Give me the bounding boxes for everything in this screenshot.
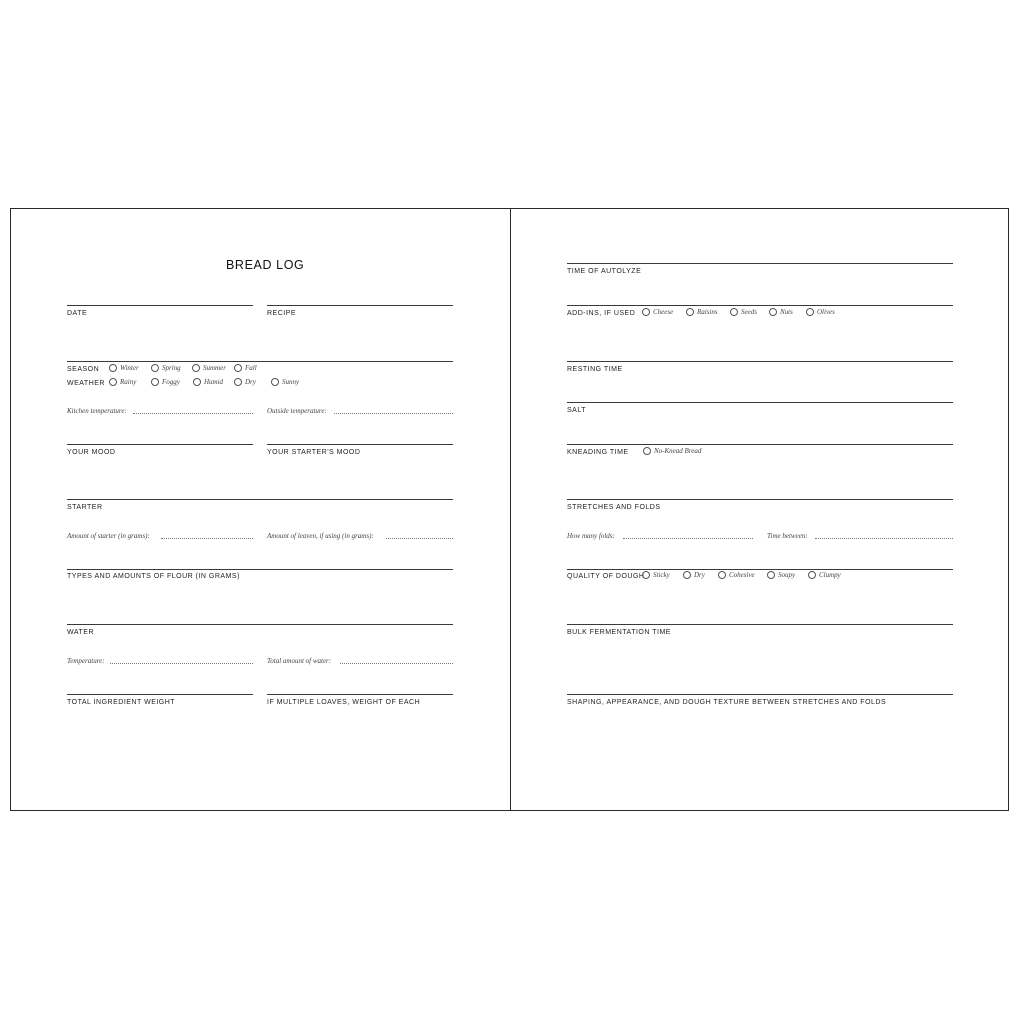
- flour-label: TYPES AND AMOUNTS OF FLOUR (IN GRAMS): [67, 573, 240, 580]
- radio-icon[interactable]: [642, 571, 650, 579]
- radio-icon[interactable]: [683, 571, 691, 579]
- autolyze-line: [567, 263, 953, 264]
- bulk-label: BULK FERMENTATION TIME: [567, 629, 671, 636]
- recipe-line: [267, 305, 453, 306]
- season-option-fall[interactable]: Fall: [234, 364, 257, 372]
- right-page: [511, 209, 1009, 810]
- radio-icon[interactable]: [234, 378, 242, 386]
- how-many-folds-label: How many folds:: [567, 532, 615, 540]
- radio-icon[interactable]: [806, 308, 814, 316]
- weather-option-sunny[interactable]: Sunny: [271, 378, 299, 386]
- season-label: SEASON: [67, 366, 100, 373]
- radio-icon[interactable]: [769, 308, 777, 316]
- amount-leaven-label: Amount of leaven, if using (in grams):: [267, 532, 374, 540]
- addins-option-cheese[interactable]: Cheese: [642, 308, 673, 316]
- outside-temp-label: Outside temperature:: [267, 407, 327, 415]
- addins-option-seeds[interactable]: Seeds: [730, 308, 757, 316]
- how-many-folds-field[interactable]: [623, 538, 753, 539]
- temperature-field[interactable]: [110, 663, 253, 664]
- quality-label: QUALITY OF DOUGH: [567, 573, 645, 580]
- weather-label: WEATHER: [67, 380, 105, 387]
- water-line: [67, 624, 453, 625]
- total-water-label: Total amount of water:: [267, 657, 332, 665]
- page-title: BREAD LOG: [226, 258, 305, 272]
- time-between-label: Time between:: [767, 532, 808, 540]
- date-label: DATE: [67, 310, 88, 317]
- season-line: [67, 361, 453, 362]
- quality-line: [567, 569, 953, 570]
- radio-icon[interactable]: [271, 378, 279, 386]
- salt-line: [567, 402, 953, 403]
- addins-label: ADD-INS, IF USED: [567, 310, 636, 317]
- autolyze-label: TIME OF AUTOLYZE: [567, 268, 642, 275]
- shaping-label: SHAPING, APPEARANCE, AND DOUGH TEXTURE BETWEEN STRETCHES AND FOLDS: [567, 699, 887, 706]
- starter-label: STARTER: [67, 504, 103, 511]
- no-knead-option[interactable]: No-Knead Bread: [643, 447, 701, 455]
- amount-starter-field[interactable]: [161, 538, 253, 539]
- resting-label: RESTING TIME: [567, 366, 623, 373]
- radio-icon[interactable]: [686, 308, 694, 316]
- kneading-label: KNEADING TIME: [567, 449, 629, 456]
- stretches-line: [567, 499, 953, 500]
- your-mood-label: YOUR MOOD: [67, 449, 116, 456]
- radio-icon[interactable]: [192, 364, 200, 372]
- multiple-loaves-label: IF MULTIPLE LOAVES, WEIGHT OF EACH: [267, 699, 421, 706]
- addins-option-nuts[interactable]: Nuts: [769, 308, 793, 316]
- radio-icon[interactable]: [718, 571, 726, 579]
- amount-starter-label: Amount of starter (in grams):: [67, 532, 150, 540]
- total-water-field[interactable]: [340, 663, 453, 664]
- season-option-winter[interactable]: Winter: [109, 364, 139, 372]
- radio-icon[interactable]: [730, 308, 738, 316]
- bread-log-spread: [10, 208, 1009, 811]
- multiple-loaves-line: [267, 694, 453, 695]
- radio-icon[interactable]: [642, 308, 650, 316]
- addins-option-olives[interactable]: Olives: [806, 308, 835, 316]
- left-page: [11, 209, 510, 810]
- outside-temp-field[interactable]: [334, 413, 453, 414]
- total-weight-line: [67, 694, 253, 695]
- radio-icon[interactable]: [193, 378, 201, 386]
- kitchen-temp-field[interactable]: [133, 413, 253, 414]
- season-option-spring[interactable]: Spring: [151, 364, 181, 372]
- water-label: WATER: [67, 629, 94, 636]
- flour-line: [67, 569, 453, 570]
- total-weight-label: TOTAL INGREDIENT WEIGHT: [67, 699, 176, 706]
- radio-icon[interactable]: [767, 571, 775, 579]
- weather-option-foggy[interactable]: Foggy: [151, 378, 180, 386]
- radio-icon[interactable]: [151, 378, 159, 386]
- radio-icon[interactable]: [808, 571, 816, 579]
- starter-line: [67, 499, 453, 500]
- temperature-label: Temperature:: [67, 657, 105, 665]
- salt-label: SALT: [567, 407, 586, 414]
- bulk-line: [567, 624, 953, 625]
- weather-option-humid[interactable]: Humid: [193, 378, 223, 386]
- shaping-line: [567, 694, 953, 695]
- time-between-field[interactable]: [815, 538, 953, 539]
- addins-line: [567, 305, 953, 306]
- quality-option-sticky[interactable]: Sticky: [642, 571, 670, 579]
- radio-icon[interactable]: [234, 364, 242, 372]
- kneading-line: [567, 444, 953, 445]
- quality-option-cohesive[interactable]: Cohesive: [718, 571, 755, 579]
- starter-mood-label: YOUR STARTER'S MOOD: [267, 449, 361, 456]
- date-line: [67, 305, 253, 306]
- stretches-label: STRETCHES AND FOLDS: [567, 504, 661, 511]
- radio-icon[interactable]: [109, 378, 117, 386]
- recipe-label: RECIPE: [267, 310, 297, 317]
- radio-icon[interactable]: [109, 364, 117, 372]
- quality-option-soupy[interactable]: Soupy: [767, 571, 795, 579]
- amount-leaven-field[interactable]: [386, 538, 453, 539]
- weather-option-dry[interactable]: Dry: [234, 378, 256, 386]
- radio-icon[interactable]: [151, 364, 159, 372]
- mood-line: [67, 444, 253, 445]
- quality-option-dry[interactable]: Dry: [683, 571, 705, 579]
- starter-mood-line: [267, 444, 453, 445]
- kitchen-temp-label: Kitchen temperature:: [67, 407, 127, 415]
- weather-option-rainy[interactable]: Rainy: [109, 378, 136, 386]
- resting-line: [567, 361, 953, 362]
- radio-icon[interactable]: [643, 447, 651, 455]
- season-option-summer[interactable]: Summer: [192, 364, 226, 372]
- addins-option-raisins[interactable]: Raisins: [686, 308, 718, 316]
- quality-option-clumpy[interactable]: Clumpy: [808, 571, 841, 579]
